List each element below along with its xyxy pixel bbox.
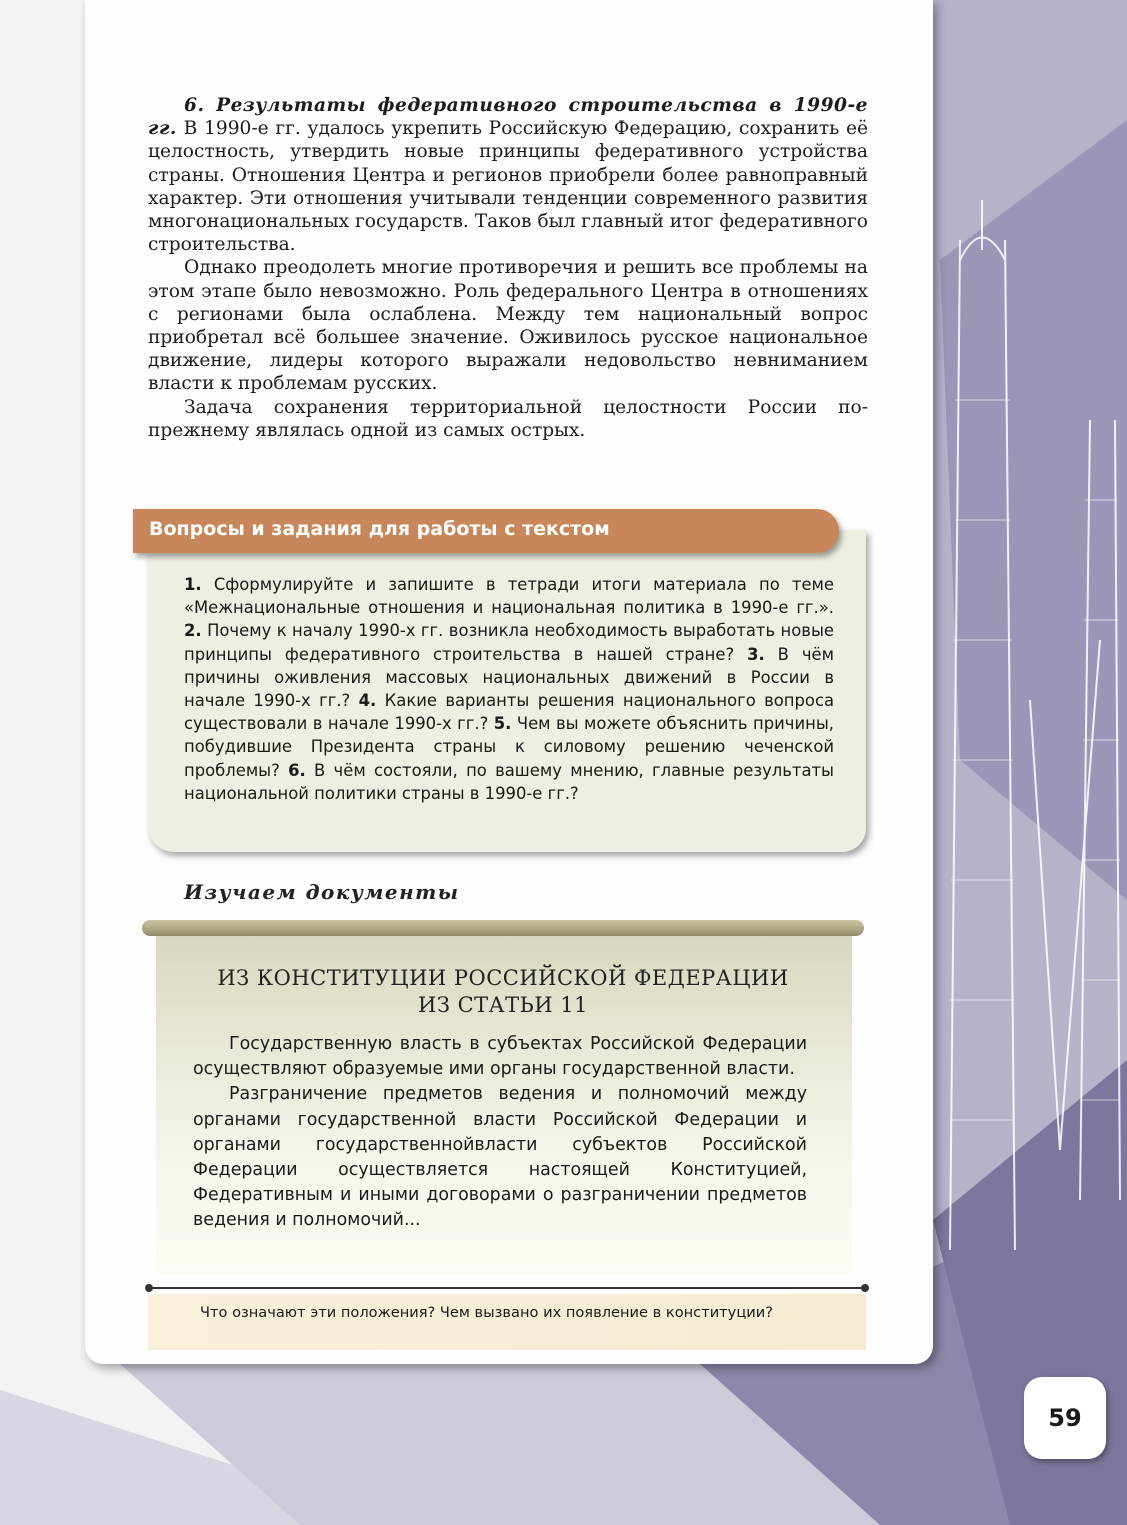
question-text: В чём состояли, по вашему мнению, главные результаты национальной политики страны в 1990-е гг.?	[184, 760, 834, 803]
questions-list	[184, 573, 834, 805]
paragraph-3: Задача сохранения территориальной целостности России по-прежнему являлась одной из самых острых.	[148, 396, 868, 441]
question-number: 3.	[747, 644, 765, 664]
document-paragraph-2: Разграничение предметов ведения и полномочий между органами государственной власти Российской Федерации и органами государственнойвласти субъектов Российской Федерации осуществляется настоящей Конституцией, Федеративным и иными договорами о разграничении предметов ведения и полномочий...	[193, 1084, 807, 1231]
document-heading	[142, 965, 864, 1019]
document-heading-line-2: ИЗ СТАТЬИ 11	[418, 993, 588, 1017]
documents-section-title: Изучаем документы	[184, 880, 460, 904]
question-number: 5.	[493, 714, 512, 734]
document-heading-line-1: ИЗ КОНСТИТУЦИИ РОССИЙСКОЙ ФЕДЕРАЦИИ	[217, 966, 789, 990]
question-text: Какие варианты решения национального вопроса существовали в начале 1990-х гг.?	[184, 691, 835, 734]
questions-title: Вопросы и задания для работы с текстом	[149, 518, 610, 540]
question-text: Почему к началу 1990-х гг. возникла необходимость выработать новые принципы федеративного строительства в нашей стране?	[184, 621, 834, 664]
scroll-roll	[142, 920, 864, 936]
question-number: 6.	[288, 760, 306, 780]
question-number: 1.	[184, 575, 202, 594]
document-paragraph-1: Государственную власть в субъектах Российской Федерации осуществляют образуемые ими органы государственной власти.	[193, 1034, 807, 1080]
document-body	[193, 1032, 807, 1234]
document-question: Что означают эти положения? Чем вызвано их появление в конституции?	[200, 1304, 773, 1321]
divider-line	[148, 1287, 866, 1289]
question-text: Чем вы можете объяснить причины, побудившие Президента страны к силовому решению чеченской проблемы?	[184, 714, 834, 780]
paragraph-2: Однако преодолеть многие противоречия и решить все проблемы на этом этапе было невозможно. Роль федерального Центра в отношениях с регионами была ослаблена. Между тем национальный вопрос приобретал всё большее значение. Оживилось русское национальное движение, лидеры которого выражали недовольство невниманием власти к проблемам русских.	[148, 257, 868, 395]
questions-tab	[133, 509, 839, 553]
main-text-block	[148, 94, 868, 442]
divider-dot-right	[861, 1284, 869, 1292]
paragraph-1	[148, 94, 868, 256]
section-heading: 6. Результаты федеративного строительства в 1990-е гг.	[148, 95, 868, 140]
page-number: 59	[1024, 1377, 1106, 1459]
paragraph-1-text: В 1990-е гг. удалось укрепить Российскую Федерацию, сохранить её целостность, утвердить новые принципы федеративного устройства страны. Отношения Центра и регионов приобрели более равноправный характер. Эти отношения учитывали тенденции современного развития многонациональных государств. Таков был главный итог федеративного строительства.	[148, 118, 868, 256]
question-text: В чём причины оживления массовых национальных движений в России в начале 1990-х гг.?	[184, 644, 834, 711]
question-number: 4.	[358, 691, 377, 711]
question-number: 2.	[184, 621, 202, 641]
question-text: Сформулируйте и запишите в тетради итоги материала по теме «Межнациональные отношения и национальная политика в 1990-е гг.».	[184, 575, 834, 618]
divider-dot-left	[145, 1284, 153, 1292]
